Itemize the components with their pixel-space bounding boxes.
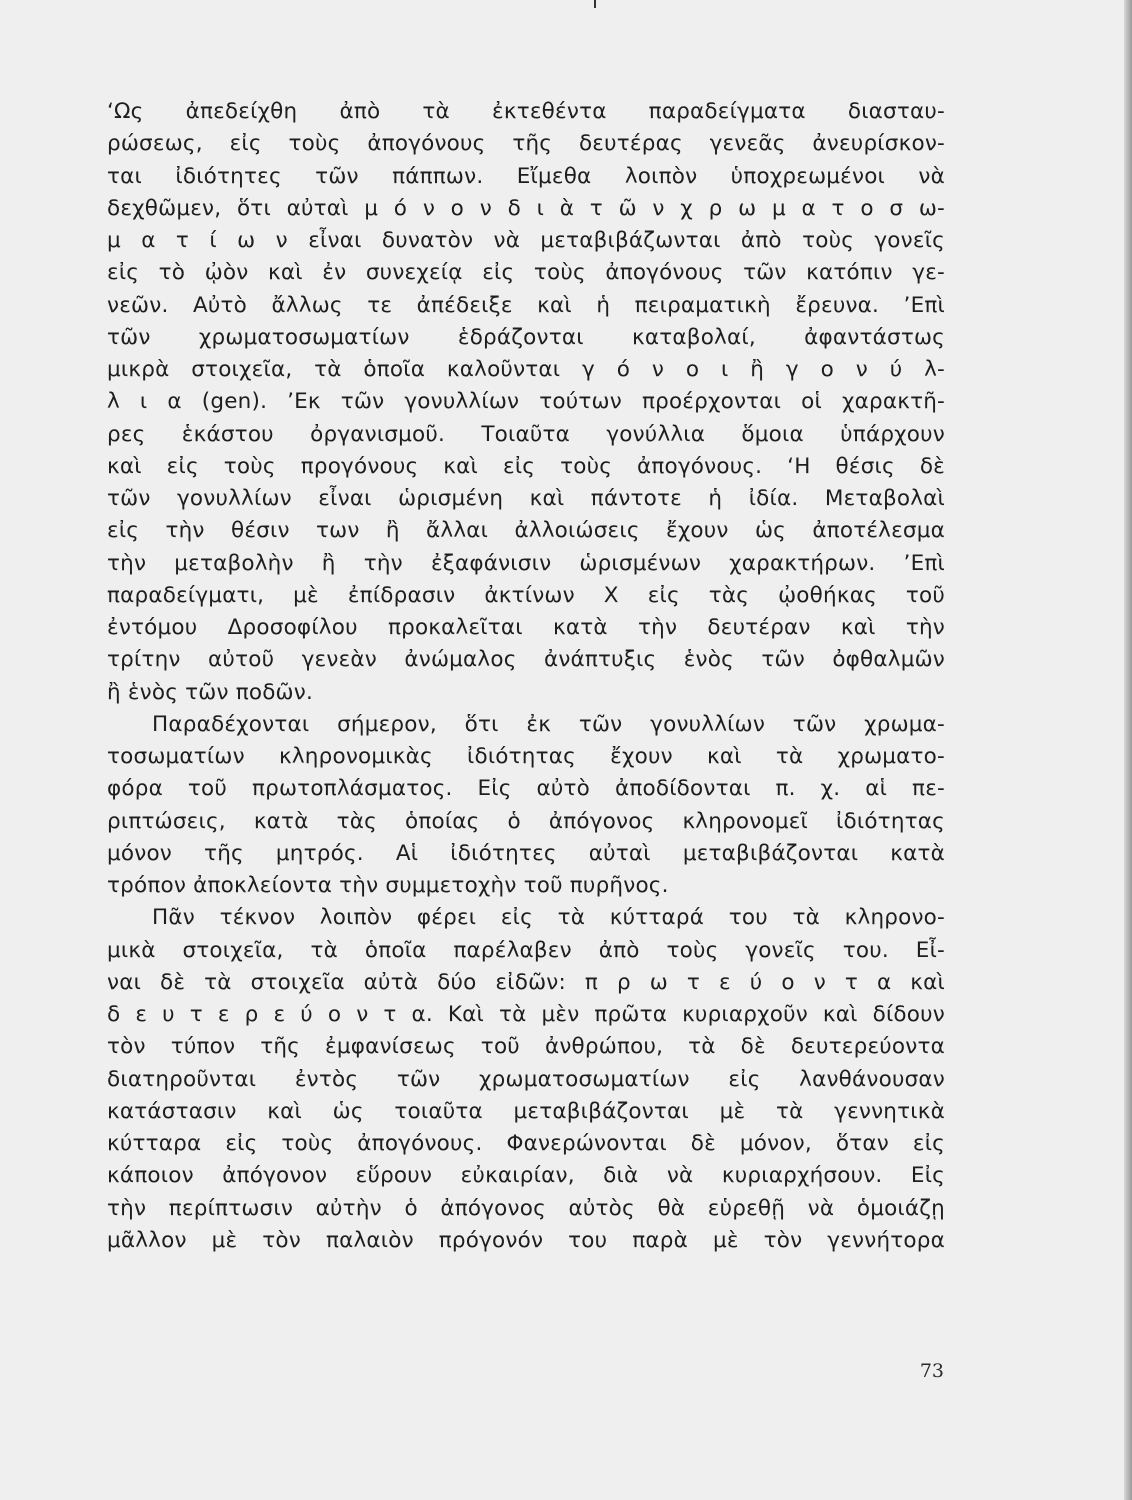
- text-line: Πᾶν τέκνον λοιπὸν φέρει εἰς τὰ κύτταρά του τὰ κληρονο-: [152, 905, 945, 931]
- text-line: ναι δὲ τὰ στοιχεῖα αὐτὰ δύο εἰδῶν: π ρ ω τ ε ύ ο ν τ α καὶ: [107, 969, 945, 995]
- text-line: φόρα τοῦ πρωτοπλάσματος. Εἰς αὐτὸ ἀποδίδονται π. χ. αἱ πε-: [107, 776, 945, 802]
- text-line: διατηροῦνται ἐντὸς τῶν χρωματοσωματίων εἰς λανθάνουσαν: [107, 1066, 945, 1092]
- text-line: λ ι α (gen). ’Εκ τῶν γονυλλίων τούτων προέρχονται οἱ χαρακτῆ-: [107, 389, 945, 415]
- text-line: ρώσεως, εἰς τοὺς ἀπογόνους τῆς δευτέρας γενεᾶς ἀνευρίσκον-: [107, 131, 945, 157]
- text-line: νεῶν. Αὐτὸ ἄλλως τε ἀπέδειξε καὶ ἡ πειραματικὴ ἔρευνα. ’Επὶ: [107, 292, 945, 318]
- text-line: κατάστασιν καὶ ὡς τοιαῦτα μεταβιβάζονται μὲ τὰ γεννητικὰ: [107, 1098, 945, 1124]
- text-line: τρίτην αὐτοῦ γενεὰν ἀνώμαλος ἀνάπτυξις ἑνὸς τῶν ὀφθαλμῶν: [107, 647, 945, 673]
- text-line: ‘Ως ἀπεδείχθη ἀπὸ τὰ ἐκτεθέντα παραδείγματα διασταυ-: [107, 99, 945, 124]
- text-line: εἰς τὴν θέσιν των ἢ ἄλλαι ἀλλοιώσεις ἔχουν ὡς ἀποτέλεσμα: [107, 518, 945, 544]
- text-line: καὶ εἰς τοὺς προγόνους καὶ εἰς τοὺς ἀπογόνους. ‘Η θέσις δὲ: [107, 453, 945, 479]
- text-line: παραδείγματι, μὲ ἐπίδρασιν ἀκτίνων Χ εἰς τὰς ᾠοθήκας τοῦ: [107, 582, 945, 608]
- text-line: μικὰ στοιχεῖα, τὰ ὁποῖα παρέλαβεν ἀπὸ τοὺς γονεῖς του. Εἶ-: [107, 937, 945, 963]
- text-line: μικρὰ στοιχεῖα, τὰ ὁποῖα καλοῦνται γ ό ν ο ι ἢ γ ο ν ύ λ-: [107, 357, 945, 382]
- text-line: τὴν μεταβολὴν ἢ τὴν ἐξαφάνισιν ὡρισμένων χαρακτήρων. ’Επὶ: [107, 550, 945, 576]
- text-line: εἰς τὸ ᾠὸν καὶ ἐν συνεχείᾳ εἰς τοὺς ἀπογόνους τῶν κατόπιν γε-: [107, 260, 945, 286]
- text-line: ριπτώσεις, κατὰ τὰς ὁποίας ὁ ἀπόγονος κληρονομεῖ ἰδιότητας: [107, 808, 945, 834]
- text-line: δεχθῶμεν, ὅτι αὐταὶ μ ό ν ο ν δ ι ὰ τ ῶ ν χ ρ ω μ α τ ο σ ω-: [107, 195, 945, 221]
- text-line: τοσωματίων κληρονομικὰς ἰδιότητας ἔχουν καὶ τὰ χρωματο-: [107, 744, 945, 769]
- text-line: ρες ἑκάστου ὀργανισμοῦ. Τοιαῦτα γονύλλια ὅμοια ὑπάρχουν: [107, 421, 945, 447]
- top-mark: [594, 0, 596, 8]
- text-line: κύτταρα εἰς τοὺς ἀπογόνους. Φανερώνονται δὲ μόνον, ὅταν εἰς: [107, 1131, 945, 1156]
- text-line: κάποιον ἀπόγονον εὕρουν εὐκαιρίαν, διὰ νὰ κυριαρχήσουν. Εἰς: [107, 1163, 945, 1189]
- text-line: τρόπον ἀποκλείοντα τὴν συμμετοχὴν τοῦ πυρῆνος.: [107, 873, 669, 898]
- text-line: ται ἰδιότητες τῶν πάππων. Εἴμεθα λοιπὸν ὑποχρεωμένοι νὰ: [107, 163, 945, 189]
- page-number: 73: [919, 1360, 944, 1382]
- text-line: τῶν χρωματοσωματίων ἑδράζονται καταβολαί, ἀφαντάστως: [107, 324, 945, 350]
- page-edge-shadow: [1124, 0, 1132, 1500]
- text-line: τὸν τύπον τῆς ἐμφανίσεως τοῦ ἀνθρώπου, τὰ δὲ δευτερεύοντα: [107, 1034, 945, 1060]
- body-text: [107, 96, 945, 1257]
- text-line: μόνον τῆς μητρός. Αἱ ἰδιότητες αὐταὶ μεταβιβάζονται κατὰ: [107, 840, 945, 866]
- text-line: τὴν περίπτωσιν αὐτὴν ὁ ἀπόγονος αὐτὸς θὰ εὑρεθῇ νὰ ὁμοιάζῃ: [107, 1195, 945, 1221]
- text-line: τῶν γονυλλίων εἶναι ὡρισμένη καὶ πάντοτε ἡ ἰδία. Μεταβολαὶ: [107, 486, 945, 511]
- text-line: Παραδέχονται σήμερον, ὅτι ἐκ τῶν γονυλλίων τῶν χρωμα-: [152, 711, 945, 737]
- text-line: ἢ ἑνὸς τῶν ποδῶν.: [107, 679, 313, 705]
- text-line: ἐντόμου Δροσοφίλου προκαλεῖται κατὰ τὴν δευτέραν καὶ τὴν: [107, 615, 945, 640]
- text-line: μ α τ ί ω ν εἶναι δυνατὸν νὰ μεταβιβάζωνται ἀπὸ τοὺς γονεῖς: [107, 228, 945, 253]
- text-line: μᾶλλον μὲ τὸν παλαιὸν πρόγονόν του παρὰ μὲ τὸν γεννήτορα: [107, 1227, 945, 1253]
- text-line: δ ε υ τ ε ρ ε ύ ο ν τ α. Καὶ τὰ μὲν πρῶτα κυριαρχοῦν καὶ δίδουν: [107, 1002, 945, 1027]
